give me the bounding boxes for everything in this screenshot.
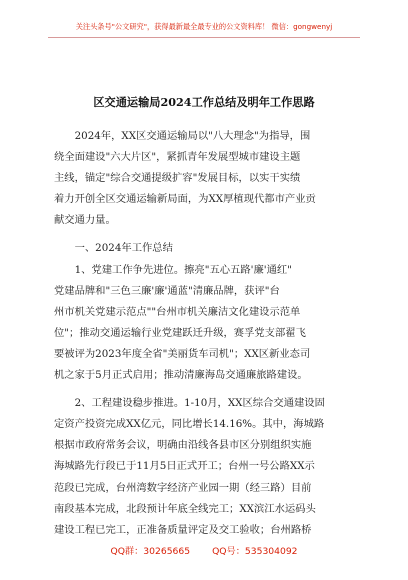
text-line: 海城路先行段已于11月5日正式开工；台州一号公路XX示 <box>54 460 315 473</box>
text-line: 范段已完成，台州湾数字经济产业园一期（经三路）目前 <box>54 481 312 494</box>
text-line: 献交通力量。 <box>54 214 116 227</box>
text-line: 根据市政府常务会议，明确由沿线各县市区分别组织实施 <box>54 439 312 452</box>
text-line: 建设工程已完工，正准备质量评定及交工验收；台州路桥 <box>54 523 312 536</box>
paragraph-gap <box>54 231 358 238</box>
document-title: 区交通运输局2024工作总结及明年工作思路 <box>93 95 315 109</box>
text-line: 州市机关党建示范点""台州市机关廉洁文化建设示范单 <box>54 305 301 318</box>
paragraph-intro <box>54 126 358 231</box>
footer-qq-group: QQ群：30265665 <box>110 546 191 557</box>
document-body <box>54 126 358 541</box>
text-line: 绕全面建设"六大片区"，紧抓青年发展型城市建设主题 <box>54 151 301 164</box>
header-divider <box>48 37 360 38</box>
text-line: 南段基本完成，北段预计年底全线完工；XX滨江水运码头 <box>54 502 316 515</box>
paragraph-gap <box>54 386 358 393</box>
paragraph-party-building <box>54 260 358 387</box>
text-line: 2024年，XX区交通运输局以"八大理念"为指导，围 <box>54 130 311 142</box>
text-line: 一、2024年工作总结 <box>54 242 173 255</box>
header-banner: 关注头条号"公文研究"，获得最新最全最专业的公文资料库！ 微信：gongwenyj <box>75 22 333 31</box>
text-line: 定资产投资完成XX亿元，同比增长14.16%。其中，海城路 <box>54 418 325 431</box>
footer-contact <box>0 543 408 557</box>
text-line: 要被评为2023年度全省"美丽货车司机"；XX区新业态司 <box>54 347 311 360</box>
paragraph-construction <box>54 393 358 541</box>
text-line: 党建品牌和"三色三廉'廉'通蓝"清廉品牌，获评"台 <box>54 284 280 297</box>
text-line: 机之家于5月正式启用；推动清廉海岛交通廉旅路建设。 <box>54 369 308 382</box>
text-line: 2、工程建设稳步推进。1-10月，XX区综合交通建设固 <box>54 397 325 410</box>
text-line: 1、党建工作争先进位。擦亮"五心五路'廉'通红" <box>54 263 292 276</box>
section-heading <box>54 238 358 259</box>
footer-qq-number: QQ号：535304092 <box>212 546 298 557</box>
text-line: 着力开创全区交通运输新局面，为XX厚植现代都市产业贡 <box>54 193 316 206</box>
text-line: 位"；推动交通运输行业党建跃迁升级，赛孚党支部翟飞 <box>54 326 306 339</box>
text-line: 主线，锚定"综合交通提级扩容"发展目标，以实干实绩 <box>54 172 301 185</box>
